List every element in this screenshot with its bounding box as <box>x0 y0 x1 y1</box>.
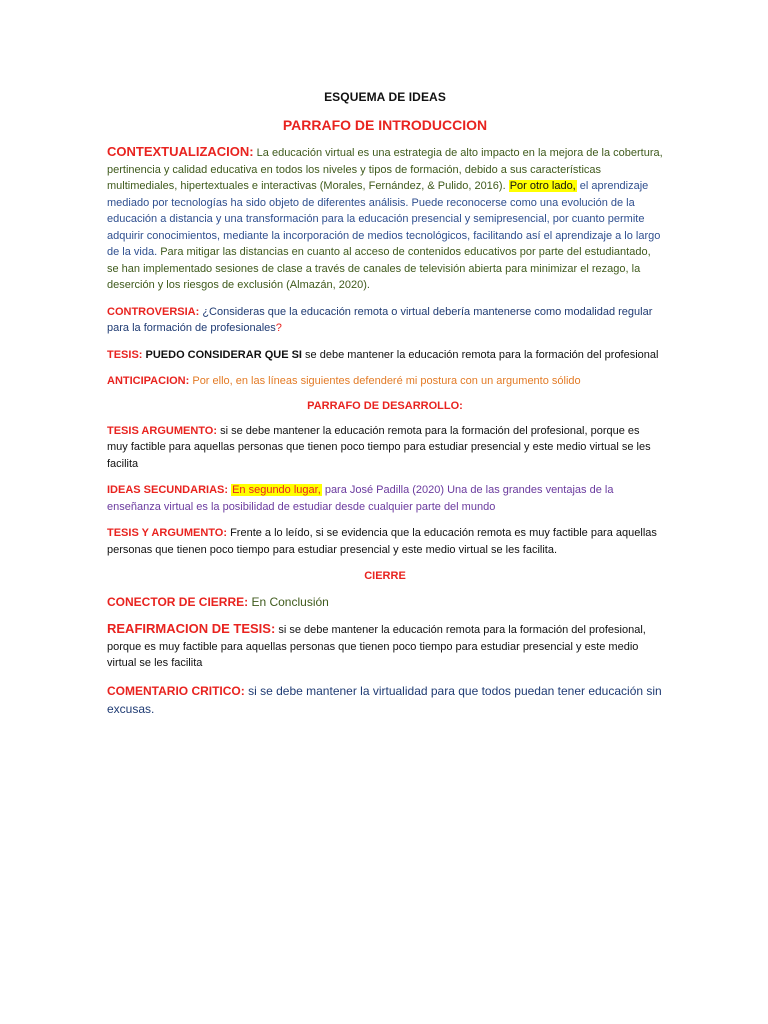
contextualizacion-text-3: Para mitigar las distancias en cuanto al acceso de contenidos educativos por parte del estudiantado, se han implementado sesiones de clase a través de canales de televisión abierta para minimizar el rezago, la deserción y los riesgos de exclusión (Almazán, 2020). <box>107 246 651 291</box>
tesis-label: TESIS: <box>107 348 143 361</box>
tesis-argumento-text: si se debe mantener la educación remota para la formación del profesional, porque es muy factible para aquellas personas que tienen poco tiempo para estudiar presencial y este medio virtual se les facilita <box>107 424 651 470</box>
anticipacion-paragraph <box>107 373 663 390</box>
anticipacion-text: Por ello, en las líneas siguientes defenderé mi postura con un argumento sólido <box>189 375 581 387</box>
controversia-text: ¿Consideras que la educación remota o virtual debería mantenerse como modalidad regular para la formación de profesionales <box>107 305 653 334</box>
tesis-argumento-paragraph <box>107 423 663 473</box>
cierre-heading: CIERRE <box>364 570 406 582</box>
ideas-secundarias-text: para José Padilla (2020) Una de las grandes ventajas de la enseñanza virtual es la posibilidad de estudiar desde cualquier parte del mundo <box>107 484 614 513</box>
desarrollo-heading: PARRAFO DE DESARROLLO: <box>307 399 463 412</box>
intro-heading: PARRAFO DE INTRODUCCION <box>282 117 488 133</box>
comentario-label: COMENTARIO CRITICO: <box>107 683 245 698</box>
anticipacion-label: ANTICIPACION: <box>107 375 190 387</box>
contextualizacion-text-2: el aprendizaje mediado por tecnologías ha sido objeto de diferentes análisis. Puede reconocerse como una evolución de la educación a distancia y una transformación para la educación presencial y semipresencial, por cuanto permite adquirir conocimientos, mediante la incorporación de medios tecnológicos, facilitando así el aprendizaje a lo largo de la vida. <box>107 180 661 258</box>
tesis-y-argumento-paragraph <box>107 525 663 558</box>
tesis-paragraph <box>107 347 663 364</box>
document-title: ESQUEMA DE IDEAS <box>324 90 446 104</box>
reafirmacion-label: REAFIRMACION DE TESIS: <box>107 621 276 636</box>
comentario-text: si se debe mantener la virtualidad para que todos puedan tener educación sin excusas. <box>107 683 662 716</box>
tesis-bold-text: PUEDO CONSIDERAR QUE SI <box>142 348 302 361</box>
document-body <box>107 90 663 728</box>
controversia-question-mark: ? <box>275 322 282 334</box>
conector-cierre-paragraph <box>107 593 663 611</box>
reafirmacion-paragraph <box>107 621 663 672</box>
ideas-secundarias-label: IDEAS SECUNDARIAS: <box>107 484 229 496</box>
controversia-paragraph <box>107 304 663 337</box>
reafirmacion-text: si se debe mantener la educación remota para la formación del profesional, porque es muy factible para aquellas personas que tienen poco tiempo para estudiar presencial y este medio virtual se les facilita <box>107 624 646 669</box>
contextualizacion-text-1: La educación virtual es una estrategia de alto impacto en la mejora de la cobertura, pertinencia y calidad educativa en todos los niveles y tipos de formación, debido a sus características multimediales, hipertextuales e interactivas (Morales, Fernández, & Pulido, 2016). <box>107 147 663 192</box>
tesis-y-argumento-text: Frente a lo leído, si se evidencia que la educación remota es muy factible para aquellas personas que tienen poco tiempo para estudiar presencial y este medio virtual se les facilita. <box>107 527 657 556</box>
tesis-y-argumento-label: TESIS Y ARGUMENTO: <box>107 527 228 539</box>
ideas-secundarias-connector: En segundo lugar, <box>232 484 321 496</box>
conector-cierre-label: CONECTOR DE CIERRE: <box>107 595 249 609</box>
controversia-label: CONTROVERSIA: <box>107 305 200 318</box>
ideas-secundarias-paragraph <box>107 482 663 515</box>
tesis-text: se debe mantener la educación remota para la formación del profesional <box>301 348 659 361</box>
comentario-paragraph <box>107 682 663 718</box>
conector-cierre-text: En Conclusión <box>248 595 329 609</box>
contextualizacion-connector: Por otro lado, <box>509 180 576 192</box>
tesis-argumento-label: TESIS ARGUMENTO: <box>107 424 218 437</box>
contextualizacion-label: CONTEXTUALIZACION: <box>107 144 254 159</box>
contextualizacion-paragraph <box>107 144 663 294</box>
